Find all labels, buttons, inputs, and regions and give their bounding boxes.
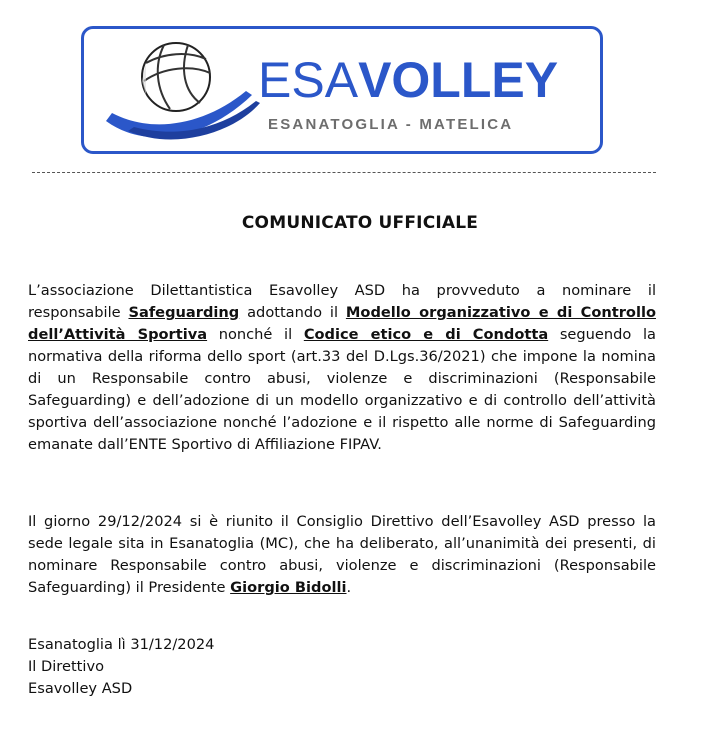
paragraph-1 (28, 280, 656, 456)
svg-text:ESAVOLLEY (258, 52, 558, 108)
codice-etico-emphasis: Codice etico e di Condotta (303, 326, 549, 343)
brand-light-text: ESA (258, 52, 359, 108)
p1-text-3: nonché il (207, 326, 304, 343)
signature-line-2: Il Direttivo (28, 658, 105, 675)
document-title: COMUNICATO UFFICIALE (241, 213, 479, 233)
brand-bold-text: VOLLEY (358, 52, 559, 108)
signature-line-3: Esavolley ASD (28, 680, 133, 697)
esavolley-logo (84, 29, 600, 151)
signature-block (28, 634, 214, 700)
p1-text-1: L’associazione Dilettantistica Esavolley ASD ha provveduto a nominare il responsabile (28, 282, 656, 321)
logo-subtitle: ESANATOGLIA - MATELICA (268, 116, 514, 133)
paragraph-2 (28, 511, 656, 599)
dashed-divider (32, 172, 656, 173)
p1-text-4: seguendo la normativa della riforma dello sport (art.33 del D.Lgs.36/2021) che impone la nomina di un Responsabile contro abusi, violenze e discriminazioni (Responsabile Safeguarding) e dell’adozione di un modello organizzativo e di controllo dell’attività sportiva dell’associazione nonché l’adozione e il rispetto alle norme di Safeguarding emanate dall’ENTE Sportivo di Affiliazione FIPAV. (28, 326, 656, 453)
safeguarding-emphasis: Safeguarding (128, 304, 240, 321)
p2-text-1: Il giorno 29/12/2024 si è riunito il Consiglio Direttivo dell’Esavolley ASD presso la sede legale sita in Esanatoglia (MC), che ha deliberato, all’unanimità dei presenti, di nominare Responsabile contro abusi, violenze e discriminazioni (Responsabile Safeguarding) il Presidente (28, 513, 656, 596)
place-date: Esanatoglia lì 31/12/2024 (28, 636, 215, 653)
president-name: Giorgio Bidolli (230, 579, 347, 596)
modello-organizzativo-emphasis: Modello organizzativo e di Controllo dell’Attività Sportiva (28, 304, 656, 343)
volleyball-icon (142, 43, 210, 111)
p1-text-2: adottando il (239, 304, 346, 321)
logo-frame (81, 26, 603, 154)
p2-text-2: . (346, 579, 352, 596)
